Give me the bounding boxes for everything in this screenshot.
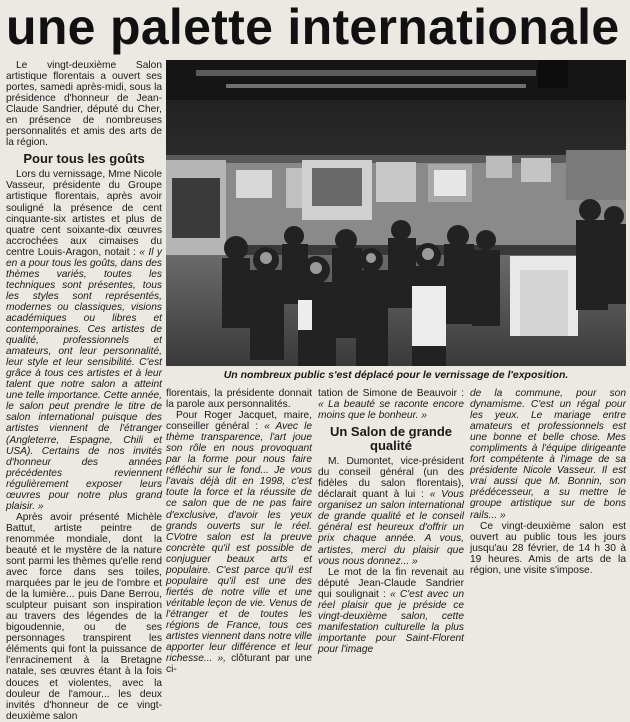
quote-dumontet: « Vous organisez un salon international de grande qualité et le conseil général est heureux d'offrir un prix chaque année. A vous, artistes, merci du plaisir que vous nous donnez... » (318, 489, 464, 567)
paragraph-vernissage-text: Lors du vernissage, Mme Nicole Vasseur, présidente du Groupe artistique florentais, après avoir souligné la présence de cent cinquante-six artistes et plus de quatre cent soixante-dix œuvres accrochées aux cimaises du centre Louis-Aragon, notait : (6, 169, 162, 258)
paragraph-dumontet (318, 456, 464, 566)
paragraph-sandrier-cont (470, 388, 626, 521)
headline: une palette internationale (6, 0, 620, 55)
exhibition-photo (166, 60, 626, 366)
quote-simone-de-beauvoir: « La beauté se raconte encore moins que le bonheur. » (318, 399, 464, 422)
paragraph-sandrier-text: Le mot de la fin revenait au député Jean-Claude Sandrier qui soulignait : (318, 566, 464, 600)
quote-roger-jacquet: « Avec le thème transparence, l'art joue son rôle en nous provoquant par la forme pour nous faire réfléchir sur le fond... Je vous l'avais déjà dit en 1998, c'est toute la force et la réussite de ce salon que de ne pas faire d'exclusive, d'avoir les yeux grands ouverts sur le réel. CVotre salon est la preuve concrète qu'il est possible de conjuguer beaux arts et populaire. C'est parce qu'il est populaire qu'il est une des fiertés de notre ville et une véritable leçon de vie. Venus de l'étranger et de toutes les régions de France, tous ces artistes viennent dans notre ville apporter leur différence et leur richesse... », (166, 421, 313, 665)
quote-sandrier: « C'est avec un réel plaisir que je préside ce vingt-deuxième salon, cette manifestation culturelle la plus importante pour Saint-Florent pour l'image (318, 588, 464, 655)
citation-beauvoir-text: tation de Simone de Beauvoir : (318, 388, 464, 399)
intro-paragraph: Le vingt-deuxième Salon artistique florentais a ouvert ses portes, samedi après-midi, sous la présidence d'honneur de Jean-Claude Sandrier, député du Cher, en présence de nombreuses personnalités et amis des arts de la région. (6, 60, 162, 149)
paragraph-roger-jacquet-end: clôturant par une ci- (166, 653, 312, 676)
subhead-pour-tous-les-gouts: Pour tous les goûts (23, 151, 145, 167)
paragraph-horaires: Ce vingt-deuxième salon est ouvert au public tous les jours jusqu'au 28 février, de 14 h 30 à 19 heures. Amis de arts de la région, une visite s'impose. (470, 520, 626, 576)
paragraph-vernissage (6, 169, 162, 511)
article-column-4 (470, 388, 626, 613)
article-column-2 (166, 388, 313, 676)
paragraph-roger-jacquet-text: Pour Roger Jacquet, maire, conseiller général : (166, 410, 312, 433)
paragraph-sandrier (318, 567, 464, 655)
paragraph-dumontet-text: M. Dumontet, vice-président du conseil général (un des fidèles du salon florentais), déclarait quant à lui : (318, 456, 464, 501)
quote-nicole-vasseur: « Il y en a pour tous les goûts, dans des thèmes variés, toutes les techniques sont présentes, tous les styles sont représentés, modernes ou classiques, visions académiques ou libres et contemporaines. Ces artistes de qualité, professionnels et amateurs, ont leur personnalité, leur style et leur sensibilité. C'est grâce à tous ces artistes et à leur talent que notre salon a atteint une telle importance. Cette année, le salon peut prendre le titre de salon international puisque des artistes viennent de l'étranger (Angleterre, Espagne, Chili et USA). Certains de nos invités d'honneur des années précédentes reviennent régulièrement exposer leurs œuvres pour notre plus grand plaisir. » (6, 246, 162, 512)
exhibition-photo-illustration (166, 60, 626, 366)
paragraph-roger-jacquet (166, 410, 312, 675)
quote-sandrier-cont: de la commune, pour son dynamisme. C'est un régal pour les yeux. Le mariage entre amateurs et professionnels est une bonne et belle chose. Mes compliments à l'équipe dirigeante fort compétente à l'image de sa présidente Nicole Vasseur. Il est vrai aussi que M. Bonnin, son prédécesseur, a su mettre le groupe artistique sur de bons rails... » (470, 388, 626, 521)
article-column-1 (6, 60, 162, 722)
subhead-un-salon-de-grande-qualite: Un Salon de grande qualité (329, 424, 453, 454)
paragraph-presidente-parole: florentais, la présidente donnait la parole aux personnalités. (166, 388, 312, 411)
article-column-3 (318, 388, 464, 655)
photo-caption: Un nombreux public s'est déplacé pour le vernissage de l'exposition. (223, 369, 569, 381)
paragraph-citation-beauvoir (318, 388, 464, 421)
paragraph-invites-honneur: Après avoir présenté Michèle Battut, artiste peintre de renommée mondiale, dont la beauté et le mystère de la nature sont parmi les thèmes qu'elle rend avec force dans ses toiles, marquées par le jeu de l'ombre et de la lumière... puis Dane Berrou, sculpteur puisant son inspiration au travers des légendes de la bigoudennie, ou de ses personnages transpirent les éléments qui font la puissance de l'enracinement à la Bretagne natale, ses œuvres étant à la fois douces et violentes, avec la douleur de l'amour... les deux invités d'honneur de ce vingt-deuxième salon (6, 511, 162, 722)
